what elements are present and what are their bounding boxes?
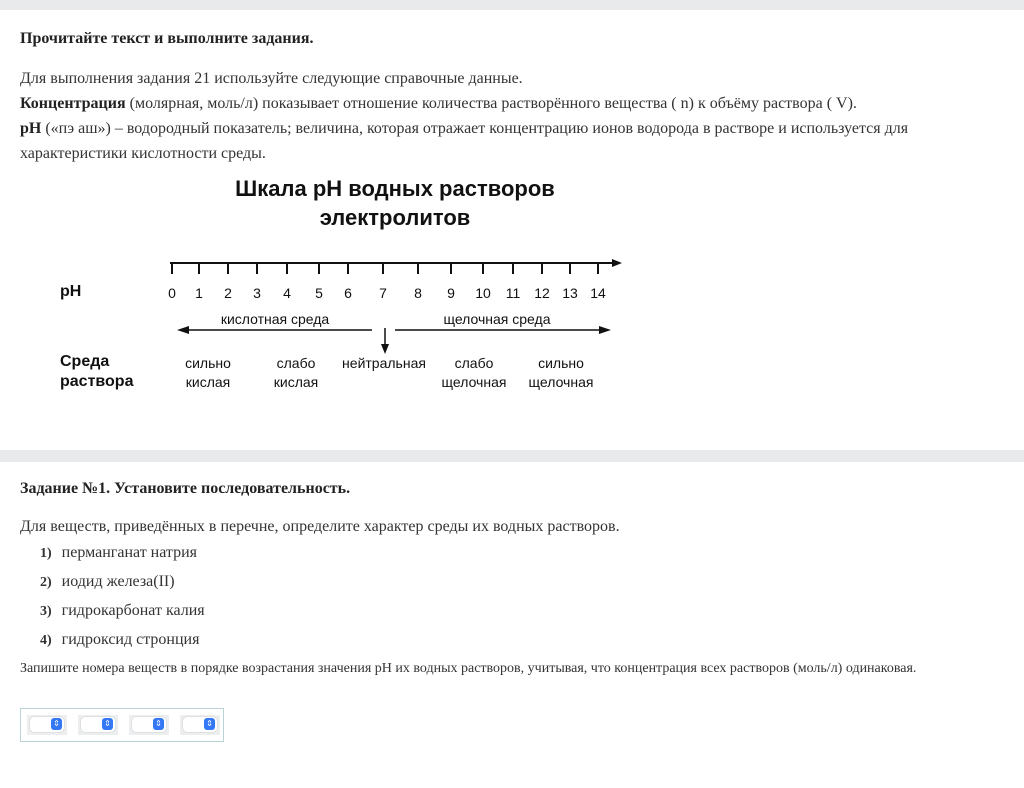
tick-label: 4: [283, 285, 291, 301]
list-item: 2) иодид железа(II): [40, 573, 175, 590]
tick-label: 14: [590, 285, 606, 301]
task-panel: [0, 462, 1024, 788]
medium-weak-acid: слабо кислая: [273, 355, 319, 390]
scale-lines: [0, 10, 1024, 450]
answer-prompt: Запишите номера веществ в порядке возрастания значения pH их водных растворов, учитывая, что концентрация всех растворов (моль/л) одинаковая.: [20, 661, 917, 676]
chevron-updown-icon: ⇕: [51, 718, 62, 730]
tick-label: 1: [195, 285, 203, 301]
medium-weak-base: слабо щелочная: [441, 355, 507, 390]
medium-strong-base: сильно щелочная: [528, 355, 594, 390]
tick-label: 10: [475, 285, 491, 301]
tick-label: 8: [414, 285, 422, 301]
task-heading: Задание №1. Установите последовательность.: [20, 480, 351, 497]
tick-label: 5: [315, 285, 323, 301]
chevron-updown-icon: ⇕: [204, 718, 215, 730]
ph-term: pH: [20, 120, 42, 137]
ph-label: pH: [60, 283, 82, 300]
answer-select-2[interactable]: [78, 715, 118, 735]
answer-select-4[interactable]: [180, 715, 220, 735]
answer-select-3[interactable]: [129, 715, 169, 735]
acid-label: кислотная среда: [220, 311, 330, 327]
answer-box: [20, 708, 224, 742]
chevron-updown-icon: ⇕: [153, 718, 164, 730]
base-label: щелочная среда: [443, 311, 551, 327]
medium-label-line1: Среда: [60, 353, 110, 370]
medium-neutral: нейтральная: [342, 355, 426, 371]
list-item: 4) гидроксид стронция: [40, 631, 200, 648]
ph-text: («пэ аш») – водородный показатель; величина, которая отражает концентрацию ионов водорода в растворе и используется для характеристики кислотности среды.: [20, 120, 909, 162]
base-arrowhead: [599, 326, 611, 334]
intro-text: Для выполнения задания 21 используйте следующие справочные данные.: [20, 70, 523, 87]
section-heading: Прочитайте текст и выполните задания.: [20, 30, 314, 47]
ph-scale-diagram: [0, 10, 1024, 450]
answer-select-1[interactable]: [27, 715, 67, 735]
medium-label: [60, 352, 133, 392]
medium-label-line2: раствора: [60, 373, 134, 390]
reference-panel: [0, 10, 1024, 450]
list-item: 1) перманганат натрия: [40, 544, 198, 561]
tick-label: 13: [562, 285, 578, 301]
title-line-1: Шкала pH водных растворов: [235, 176, 555, 201]
tick-label: 3: [253, 285, 261, 301]
concentration-text: (молярная, моль/л) показывает отношение количества растворённого вещества ( n) к объёму раствора ( V).: [125, 95, 857, 112]
task-instruction: Для веществ, приведённых в перечне, определите характер среды их водных растворов.: [20, 518, 620, 535]
tick-label: 11: [505, 285, 521, 301]
tick-label: 12: [534, 285, 550, 301]
tick-label: 2: [224, 285, 232, 301]
neutral-arrowhead: [381, 344, 389, 354]
tick-label: 7: [379, 285, 387, 301]
tick-label: 6: [344, 285, 352, 301]
list-item: 3) гидрокарбонат калия: [40, 602, 205, 619]
medium-strong-acid: сильно кислая: [185, 355, 231, 390]
title-line-2: электролитов: [319, 205, 471, 230]
acid-arrowhead: [177, 326, 189, 334]
concentration-term: Концентрация: [20, 95, 126, 112]
tick-label: 0: [168, 285, 176, 301]
tick-label: 9: [447, 285, 455, 301]
axis-arrowhead: [612, 259, 622, 267]
chevron-updown-icon: ⇕: [102, 718, 113, 730]
